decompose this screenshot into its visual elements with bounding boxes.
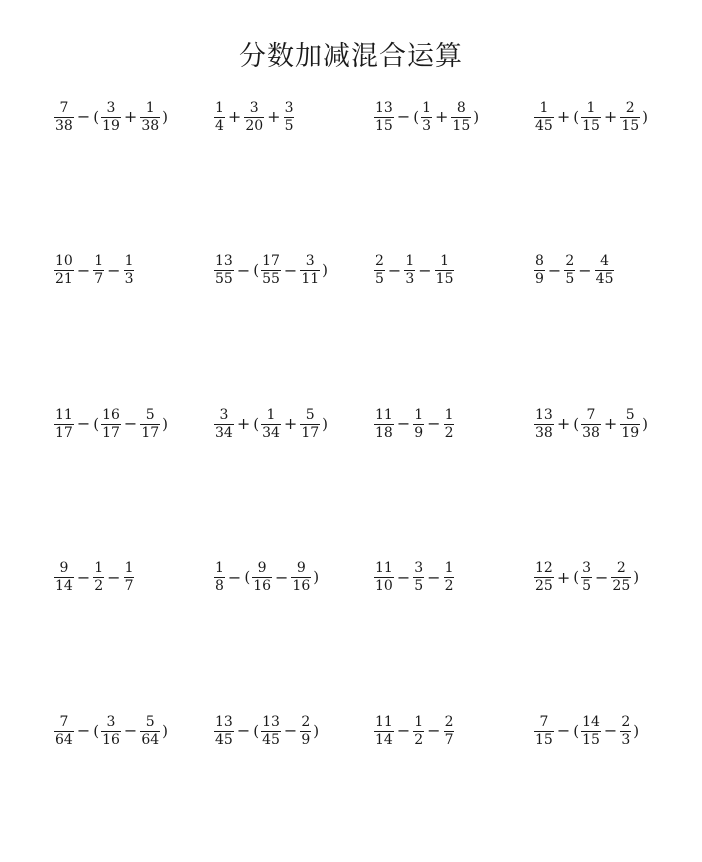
denominator: 21 [55, 271, 73, 287]
denominator: 16 [253, 578, 272, 594]
numerator: 1 [94, 253, 104, 269]
denominator: 7 [124, 578, 134, 594]
denominator: 14 [375, 731, 393, 748]
denominator: 15 [621, 117, 640, 134]
fraction [291, 560, 311, 595]
fraction [300, 407, 320, 442]
numerator: 13 [215, 253, 233, 269]
fraction [374, 407, 394, 442]
numerator: 1 [215, 99, 224, 116]
parenthesis: ( [573, 414, 580, 433]
denominator: 2 [94, 578, 104, 594]
operator: + [236, 414, 251, 433]
numerator: 11 [375, 406, 393, 423]
fraction [261, 714, 281, 749]
denominator: 3 [621, 731, 631, 748]
fraction [300, 253, 320, 288]
fraction [534, 560, 554, 595]
parenthesis: ) [633, 568, 640, 586]
fraction [444, 560, 455, 595]
parenthesis: ( [413, 107, 420, 126]
operator: − [418, 260, 432, 280]
numerator: 5 [145, 406, 155, 423]
fraction [581, 407, 601, 442]
numerator: 2 [444, 713, 454, 730]
problem-expression [213, 555, 373, 601]
denominator: 38 [535, 424, 553, 441]
fraction [140, 714, 160, 749]
denominator: 2 [444, 424, 454, 441]
numerator: 3 [106, 99, 116, 116]
operator: + [435, 107, 449, 126]
numerator: 8 [456, 99, 466, 116]
operator: + [267, 107, 281, 126]
problem-expression [533, 708, 693, 754]
denominator: 15 [582, 731, 600, 748]
problem-expression [53, 555, 213, 601]
parenthesis: ( [573, 107, 580, 126]
numerator: 1 [586, 99, 596, 116]
fraction [534, 714, 554, 749]
numerator: 9 [296, 560, 306, 576]
parenthesis: ( [573, 568, 580, 586]
denominator: 34 [262, 424, 280, 441]
fraction [214, 560, 225, 595]
denominator: 45 [595, 271, 614, 287]
numerator: 5 [145, 713, 155, 730]
fraction [261, 253, 281, 288]
operator: − [427, 567, 441, 587]
problem-expression [373, 708, 533, 754]
denominator: 7 [94, 271, 104, 287]
denominator: 2 [414, 731, 424, 748]
fraction [581, 560, 592, 595]
fraction [404, 253, 415, 288]
denominator: 2 [444, 578, 454, 594]
denominator: 11 [301, 271, 320, 287]
operator: − [387, 260, 402, 280]
problem-expression [533, 248, 693, 294]
operator: + [283, 414, 298, 433]
worksheet-title: 分数加减混合运算 [239, 41, 463, 72]
fraction [620, 714, 631, 749]
fraction [214, 100, 225, 135]
fraction [374, 714, 394, 749]
fraction [124, 253, 135, 288]
numerator: 1 [444, 406, 454, 423]
fraction [214, 253, 234, 288]
parenthesis: ( [253, 261, 260, 279]
denominator: 64 [141, 731, 160, 748]
numerator: 2 [625, 99, 635, 116]
fraction [124, 560, 135, 595]
operator: − [603, 721, 618, 740]
numerator: 3 [284, 99, 294, 116]
fraction [284, 100, 295, 135]
denominator: 64 [55, 731, 73, 748]
numerator: 3 [249, 99, 259, 116]
parenthesis: ( [573, 721, 580, 740]
numerator: 3 [106, 713, 116, 730]
fraction [140, 100, 160, 135]
denominator: 25 [612, 578, 631, 594]
denominator: 9 [301, 731, 311, 748]
problem-expression [53, 248, 213, 294]
numerator: 17 [262, 253, 280, 269]
numerator: 11 [375, 560, 393, 576]
operator: − [107, 260, 121, 280]
problem-expression [213, 401, 373, 447]
problem-expression [533, 94, 693, 140]
fraction [261, 407, 281, 442]
fraction [214, 714, 234, 749]
numerator: 12 [535, 560, 553, 576]
numerator: 1 [539, 99, 549, 116]
parenthesis: ( [253, 414, 260, 433]
operator: − [547, 260, 562, 280]
problem-expression [53, 94, 213, 140]
fraction [93, 560, 104, 595]
operator: + [603, 107, 618, 126]
operator: − [396, 567, 411, 587]
denominator: 3 [124, 271, 134, 287]
numerator: 11 [375, 713, 393, 730]
fraction [252, 560, 272, 595]
denominator: 5 [375, 271, 384, 287]
denominator: 20 [245, 117, 264, 134]
fraction [54, 253, 74, 288]
fraction [54, 100, 74, 135]
problem-expression [53, 708, 213, 754]
operator: − [76, 567, 91, 587]
numerator: 3 [305, 253, 315, 269]
problem-expression [213, 94, 373, 140]
denominator: 9 [414, 424, 424, 441]
parenthesis: ) [642, 414, 649, 433]
denominator: 15 [435, 271, 454, 287]
numerator: 3 [582, 560, 592, 576]
denominator: 34 [215, 424, 233, 441]
denominator: 10 [375, 578, 393, 594]
numerator: 14 [582, 713, 600, 730]
fraction [595, 253, 615, 288]
parenthesis: ) [162, 721, 169, 740]
denominator: 3 [422, 117, 432, 134]
fraction [140, 407, 160, 442]
denominator: 15 [375, 117, 393, 134]
numerator: 1 [440, 253, 450, 269]
problem-expression [533, 555, 693, 601]
problem-expression [373, 555, 533, 601]
operator: − [76, 414, 91, 433]
operator: − [396, 414, 411, 433]
numerator: 1 [94, 560, 104, 576]
fraction [534, 253, 545, 288]
operator: − [123, 414, 138, 433]
operator: − [283, 260, 298, 280]
parenthesis: ) [642, 107, 649, 126]
numerator: 7 [586, 406, 596, 423]
denominator: 38 [582, 424, 600, 441]
numerator: 2 [375, 253, 384, 269]
operator: − [396, 107, 411, 126]
fraction [413, 714, 424, 749]
denominator: 8 [215, 578, 224, 594]
fraction [54, 714, 74, 749]
fraction [534, 407, 554, 442]
fraction [564, 253, 575, 288]
denominator: 14 [55, 578, 73, 594]
fraction [444, 714, 455, 749]
numerator: 2 [565, 253, 575, 269]
fraction [374, 100, 394, 135]
denominator: 5 [582, 578, 592, 594]
operator: + [556, 107, 571, 126]
fraction [611, 560, 631, 595]
fraction [374, 560, 394, 595]
denominator: 5 [284, 117, 294, 134]
parenthesis: ( [93, 414, 100, 433]
parenthesis: ( [244, 568, 251, 586]
numerator: 1 [405, 253, 415, 269]
numerator: 1 [124, 253, 134, 269]
numerator: 1 [414, 713, 424, 730]
fraction [581, 714, 601, 749]
problem-expression [53, 401, 213, 447]
problem-expression [213, 248, 373, 294]
denominator: 17 [141, 424, 160, 441]
fraction [534, 100, 554, 135]
fraction [101, 407, 121, 442]
operator: − [427, 721, 441, 740]
denominator: 38 [55, 117, 73, 134]
fraction [444, 407, 455, 442]
numerator: 13 [535, 406, 553, 423]
operator: − [107, 567, 121, 587]
problem-expression [373, 94, 533, 140]
fraction [244, 100, 264, 135]
numerator: 13 [262, 713, 280, 730]
numerator: 9 [257, 560, 267, 576]
fraction [581, 100, 601, 135]
operator: − [76, 260, 91, 280]
numerator: 13 [215, 713, 233, 730]
parenthesis: ) [322, 414, 329, 433]
denominator: 55 [262, 271, 280, 287]
denominator: 19 [102, 117, 120, 134]
numerator: 2 [616, 560, 626, 576]
problem-expression [373, 248, 533, 294]
numerator: 7 [539, 713, 549, 730]
numerator: 2 [301, 713, 311, 730]
operator: − [556, 721, 571, 740]
denominator: 38 [141, 117, 160, 134]
operator: − [236, 260, 251, 280]
fraction [620, 100, 640, 135]
numerator: 13 [375, 99, 393, 116]
denominator: 45 [215, 731, 233, 748]
parenthesis: ) [633, 721, 640, 740]
fraction [620, 407, 640, 442]
operator: − [427, 414, 441, 433]
fraction [374, 253, 385, 288]
numerator: 1 [414, 406, 424, 423]
numerator: 1 [124, 560, 134, 576]
parenthesis: ) [313, 568, 320, 586]
fraction [93, 253, 104, 288]
parenthesis: ) [313, 721, 320, 740]
denominator: 55 [215, 271, 233, 287]
denominator: 17 [301, 424, 320, 441]
denominator: 16 [102, 731, 120, 748]
denominator: 45 [535, 117, 553, 134]
fraction [101, 714, 121, 749]
fraction [451, 100, 471, 135]
numerator: 3 [414, 560, 424, 576]
denominator: 17 [102, 424, 120, 441]
numerator: 7 [59, 713, 69, 730]
numerator: 10 [55, 253, 73, 269]
fraction [300, 714, 311, 749]
denominator: 45 [262, 731, 280, 748]
numerator: 1 [215, 560, 224, 576]
operator: + [123, 107, 138, 126]
parenthesis: ) [473, 107, 480, 126]
fraction [435, 253, 455, 288]
operator: − [236, 721, 251, 740]
denominator: 15 [452, 117, 471, 134]
denominator: 16 [292, 578, 311, 594]
operator: + [227, 107, 242, 126]
numerator: 1 [266, 406, 276, 423]
numerator: 1 [422, 99, 432, 116]
fraction [54, 560, 74, 595]
parenthesis: ) [322, 261, 329, 279]
numerator: 1 [444, 560, 454, 576]
parenthesis: ( [253, 721, 260, 740]
fraction [54, 407, 74, 442]
denominator: 4 [215, 117, 224, 134]
denominator: 25 [535, 578, 553, 594]
operator: − [275, 567, 289, 587]
denominator: 18 [375, 424, 393, 441]
operator: + [603, 414, 618, 433]
numerator: 5 [305, 406, 315, 423]
fraction [413, 560, 424, 595]
problem-expression [373, 401, 533, 447]
fraction [421, 100, 432, 135]
operator: − [76, 721, 91, 740]
numerator: 3 [219, 406, 229, 423]
numerator: 5 [625, 406, 635, 423]
fraction [101, 100, 121, 135]
operator: − [76, 107, 91, 126]
problem-grid [53, 94, 693, 862]
denominator: 17 [55, 424, 73, 441]
problem-expression [213, 708, 373, 754]
numerator: 8 [535, 253, 544, 269]
numerator: 4 [600, 253, 610, 269]
denominator: 7 [444, 731, 454, 748]
operator: − [396, 721, 411, 740]
operator: + [556, 567, 571, 587]
denominator: 5 [565, 271, 575, 287]
denominator: 5 [414, 578, 424, 594]
numerator: 7 [59, 99, 69, 116]
operator: − [578, 260, 592, 280]
denominator: 19 [621, 424, 640, 441]
numerator: 1 [145, 99, 155, 116]
numerator: 9 [59, 560, 69, 576]
parenthesis: ( [93, 721, 100, 740]
denominator: 15 [582, 117, 600, 134]
parenthesis: ) [162, 414, 169, 433]
parenthesis: ( [93, 107, 100, 126]
denominator: 3 [405, 271, 415, 287]
denominator: 15 [535, 731, 553, 748]
fraction [413, 407, 424, 442]
denominator: 9 [535, 271, 544, 287]
operator: − [283, 721, 298, 740]
numerator: 16 [102, 406, 120, 423]
operator: − [595, 567, 609, 587]
problem-expression [533, 401, 693, 447]
numerator: 2 [621, 713, 631, 730]
operator: − [123, 721, 138, 740]
numerator: 11 [55, 406, 73, 423]
fraction [214, 407, 234, 442]
parenthesis: ) [162, 107, 169, 126]
operator: − [227, 567, 242, 587]
operator: + [556, 414, 571, 433]
